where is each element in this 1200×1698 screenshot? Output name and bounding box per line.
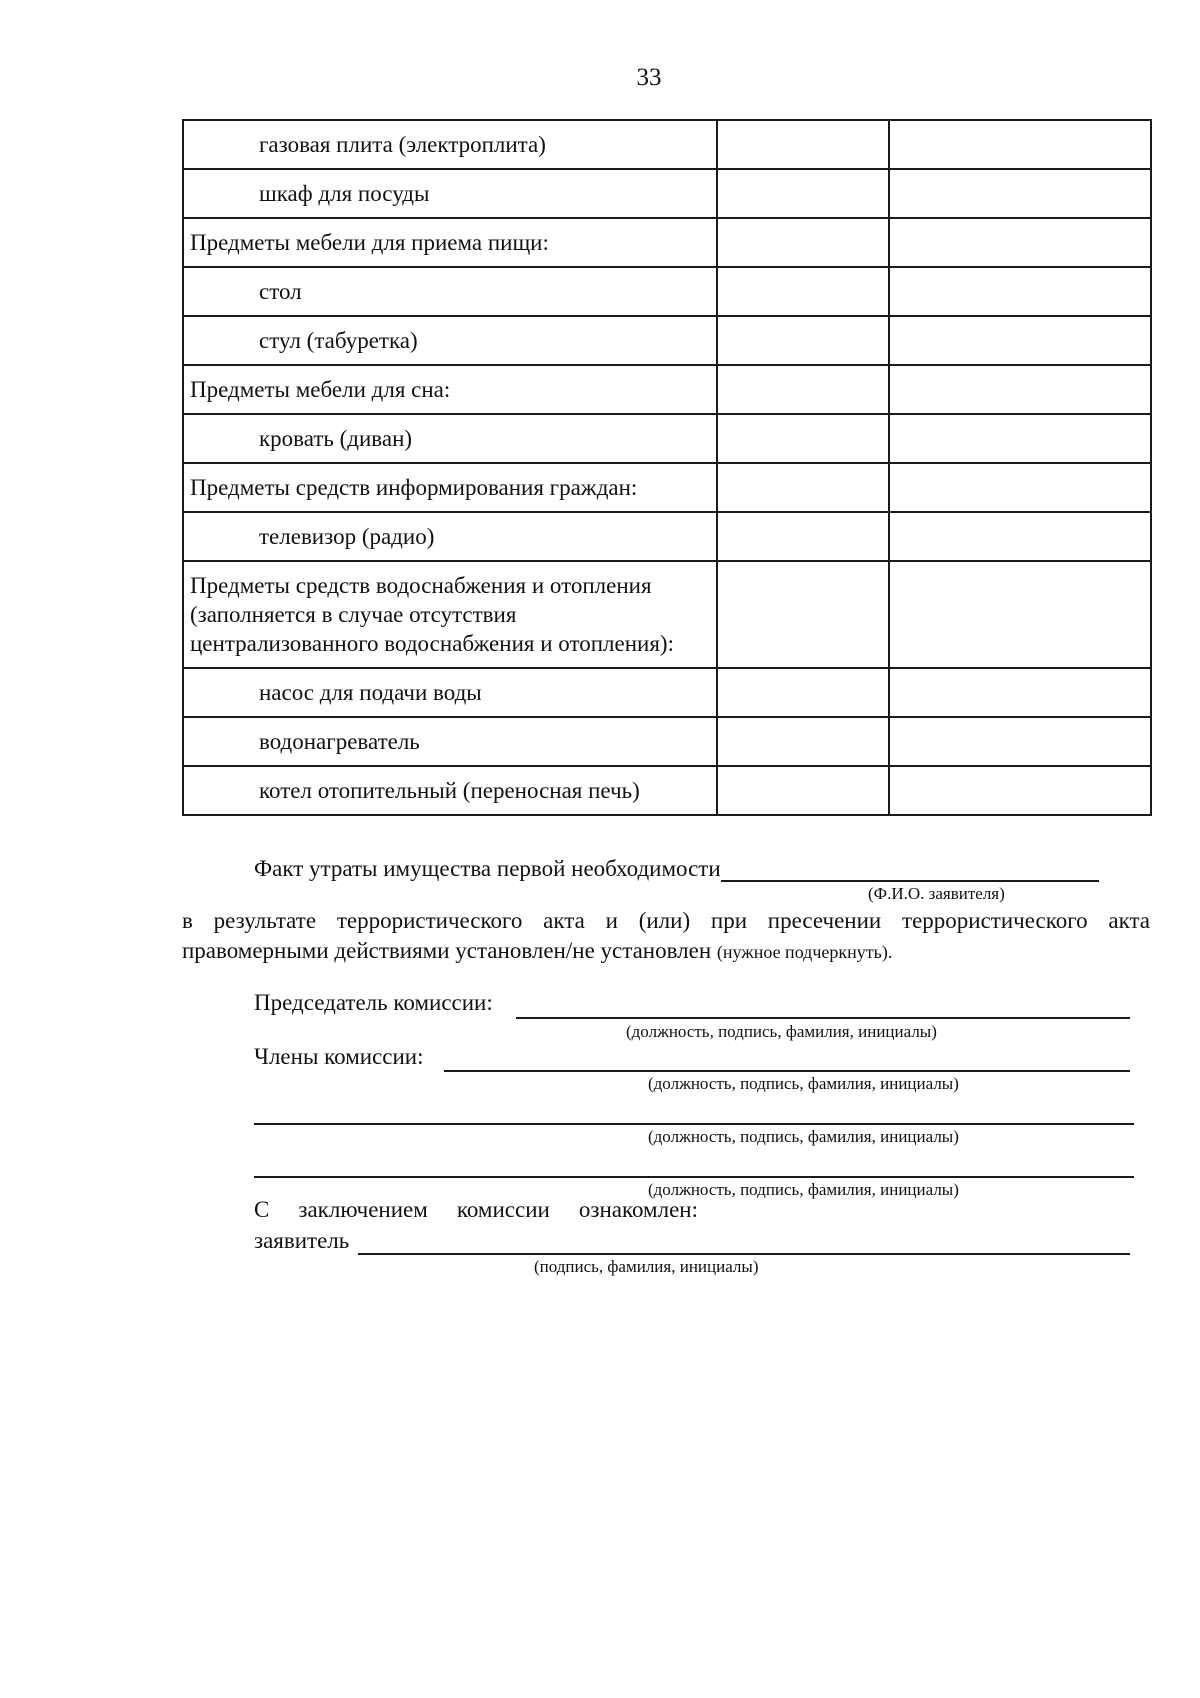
members-label: Члены комиссии: [254,1044,424,1069]
value-cell-2[interactable] [889,463,1151,512]
table-row [183,512,1151,561]
value-cell-1[interactable] [717,316,889,365]
applicant-name-field[interactable] [721,856,1099,882]
value-cell-1[interactable] [717,512,889,561]
item-label: кровать (диван) [183,414,717,463]
table-row [183,463,1151,512]
acquaintance-word: С [254,1197,270,1222]
value-cell-2[interactable] [889,414,1151,463]
acquaintance-word: заключением [298,1197,428,1222]
table-row [183,120,1151,169]
value-cell-1[interactable] [717,218,889,267]
table-row [183,169,1151,218]
value-cell-2[interactable] [889,218,1151,267]
item-label: Предметы мебели для сна: [183,365,717,414]
applicant-signature-caption: (подпись, фамилия, инициалы) [534,1257,759,1276]
value-cell-1[interactable] [717,561,889,668]
page-number: 33 [636,64,662,91]
value-cell-2[interactable] [889,766,1151,815]
value-cell-1[interactable] [717,463,889,512]
value-cell-2[interactable] [889,169,1151,218]
item-label: Предметы мебели для приема пищи: [183,218,717,267]
chair-signature-field[interactable] [516,1017,1130,1019]
value-cell-2[interactable] [889,316,1151,365]
item-label: телевизор (радио) [183,512,717,561]
member-3-signature-field[interactable] [254,1176,1134,1178]
value-cell-1[interactable] [717,365,889,414]
value-cell-1[interactable] [717,766,889,815]
item-label: Предметы средств информирования граждан: [183,463,717,512]
table-row [183,766,1151,815]
value-cell-1[interactable] [717,414,889,463]
value-cell-1[interactable] [717,120,889,169]
value-cell-2[interactable] [889,561,1151,668]
applicant-label: заявитель [254,1228,350,1253]
table-row [183,267,1151,316]
table-row [183,668,1151,717]
value-cell-2[interactable] [889,365,1151,414]
item-label: Предметы средств водоснабжения и отопления (заполняется в случае отсутствия централизованного водоснабжения и отопления): [183,561,717,668]
value-cell-2[interactable] [889,267,1151,316]
item-label: стол [183,267,717,316]
table-row [183,561,1151,668]
item-label: стул (табуретка) [183,316,717,365]
fact-line [254,856,1099,882]
fact-paragraph-note: (нужное подчеркнуть). [716,942,893,962]
value-cell-2[interactable] [889,512,1151,561]
acquaintance-word: комиссии [456,1197,550,1222]
member-1-signature-caption: (должность, подпись, фамилия, инициалы) [648,1074,959,1093]
table-row [183,316,1151,365]
value-cell-2[interactable] [889,120,1151,169]
property-table [182,119,1152,816]
acquaintance-statement [254,1197,698,1223]
table-row [183,218,1151,267]
item-label: шкаф для посуды [183,169,717,218]
item-label: газовая плита (электроплита) [183,120,717,169]
item-label: насос для подачи воды [183,668,717,717]
value-cell-1[interactable] [717,668,889,717]
chair-label: Председатель комиссии: [254,990,493,1015]
value-cell-1[interactable] [717,169,889,218]
fact-paragraph-text: в результате террористического акта и (или) при пресечении террористического акта правомерными действиями установлен/не установлен [182,908,1150,963]
value-cell-2[interactable] [889,717,1151,766]
value-cell-2[interactable] [889,668,1151,717]
applicant-name-caption: (Ф.И.О. заявителя) [868,884,1005,903]
item-label: водонагреватель [183,717,717,766]
applicant-signature-field[interactable] [358,1253,1130,1255]
member-2-signature-caption: (должность, подпись, фамилия, инициалы) [648,1127,959,1146]
member-1-signature-field[interactable] [444,1070,1130,1072]
chair-signature-caption: (должность, подпись, фамилия, инициалы) [626,1022,937,1041]
value-cell-1[interactable] [717,267,889,316]
property-table-body [183,120,1151,815]
fact-paragraph [182,906,1150,967]
value-cell-1[interactable] [717,717,889,766]
table-row [183,365,1151,414]
table-row [183,717,1151,766]
member-3-signature-caption: (должность, подпись, фамилия, инициалы) [648,1180,959,1199]
member-2-signature-field[interactable] [254,1123,1134,1125]
item-label: котел отопительный (переносная печь) [183,766,717,815]
table-row [183,414,1151,463]
acquaintance-word: ознакомлен: [578,1197,698,1222]
fact-text: Факт утраты имущества первой необходимости [254,856,721,881]
